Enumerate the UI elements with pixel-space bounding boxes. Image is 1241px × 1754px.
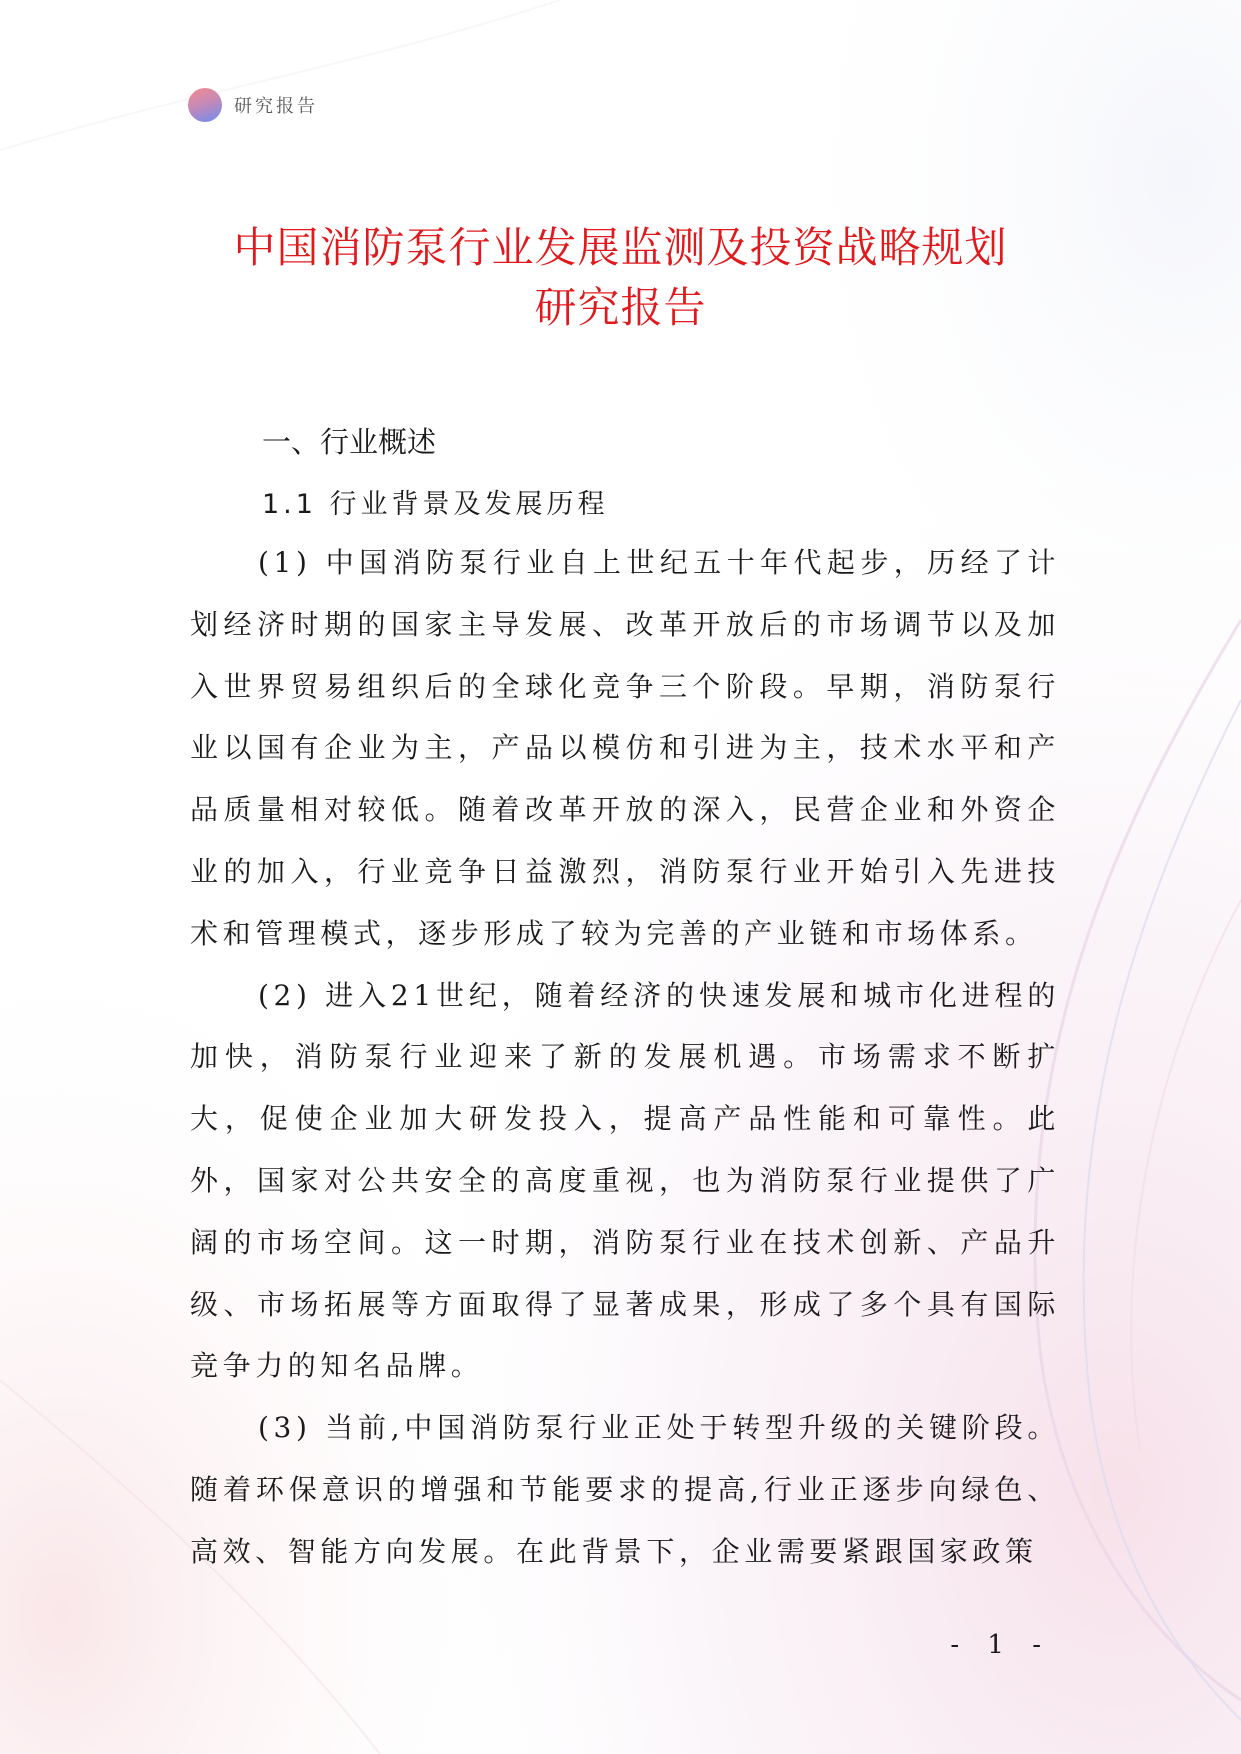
header-label: 研究报告 [234, 96, 318, 117]
page-number: - 1 - [950, 1630, 1051, 1660]
body-text [190, 532, 1060, 1583]
title-line-2: 研究报告 [534, 283, 707, 332]
report-header [188, 88, 318, 122]
paragraph-2: (2) 进入21世纪，随着经济的快速发展和城市化进程的加快，消防泵行业迎来了新的发展机遇。市场需求不断扩大，促使企业加大研发投入，提高产品性能和可靠性。此外，国家对公共安全的高度重视，也为消防泵行业提供了广阔的市场空间。这一时期，消防泵行业在技术创新、产品升级、市场拓展等方面取得了显著成果，形成了多个具有国际竞争力的知名品牌。 [190, 978, 1060, 1383]
sub-heading: 1.1 行业背景及发展历程 [262, 489, 609, 520]
title-line-1: 中国消防泵行业发展监测及投资战略规划 [233, 223, 1008, 272]
paragraph-3: (3) 当前,中国消防泵行业正处于转型升级的关键阶段。随着环保意识的增强和节能要求的提高,行业正逐步向绿色、高效、智能方向发展。在此背景下，企业需要紧跟国家政策 [190, 1411, 1060, 1568]
paragraph-1: (1) 中国消防泵行业自上世纪五十年代起步，历经了计划经济时期的国家主导发展、改革开放后的市场调节以及加入世界贸易组织后的全球化竞争三个阶段。早期，消防泵行业以国有企业为主，产品以模仿和引进为主，技术水平和产品质量相对较低。随着改革开放的深入，民营企业和外资企业的加入，行业竞争日益激烈，消防泵行业开始引入先进技术和管理模式，逐步形成了较为完善的产业链和市场体系。 [190, 546, 1060, 950]
document-title [140, 218, 1101, 338]
logo-circle-icon [188, 88, 222, 122]
section-heading: 一、行业概述 [262, 425, 437, 459]
